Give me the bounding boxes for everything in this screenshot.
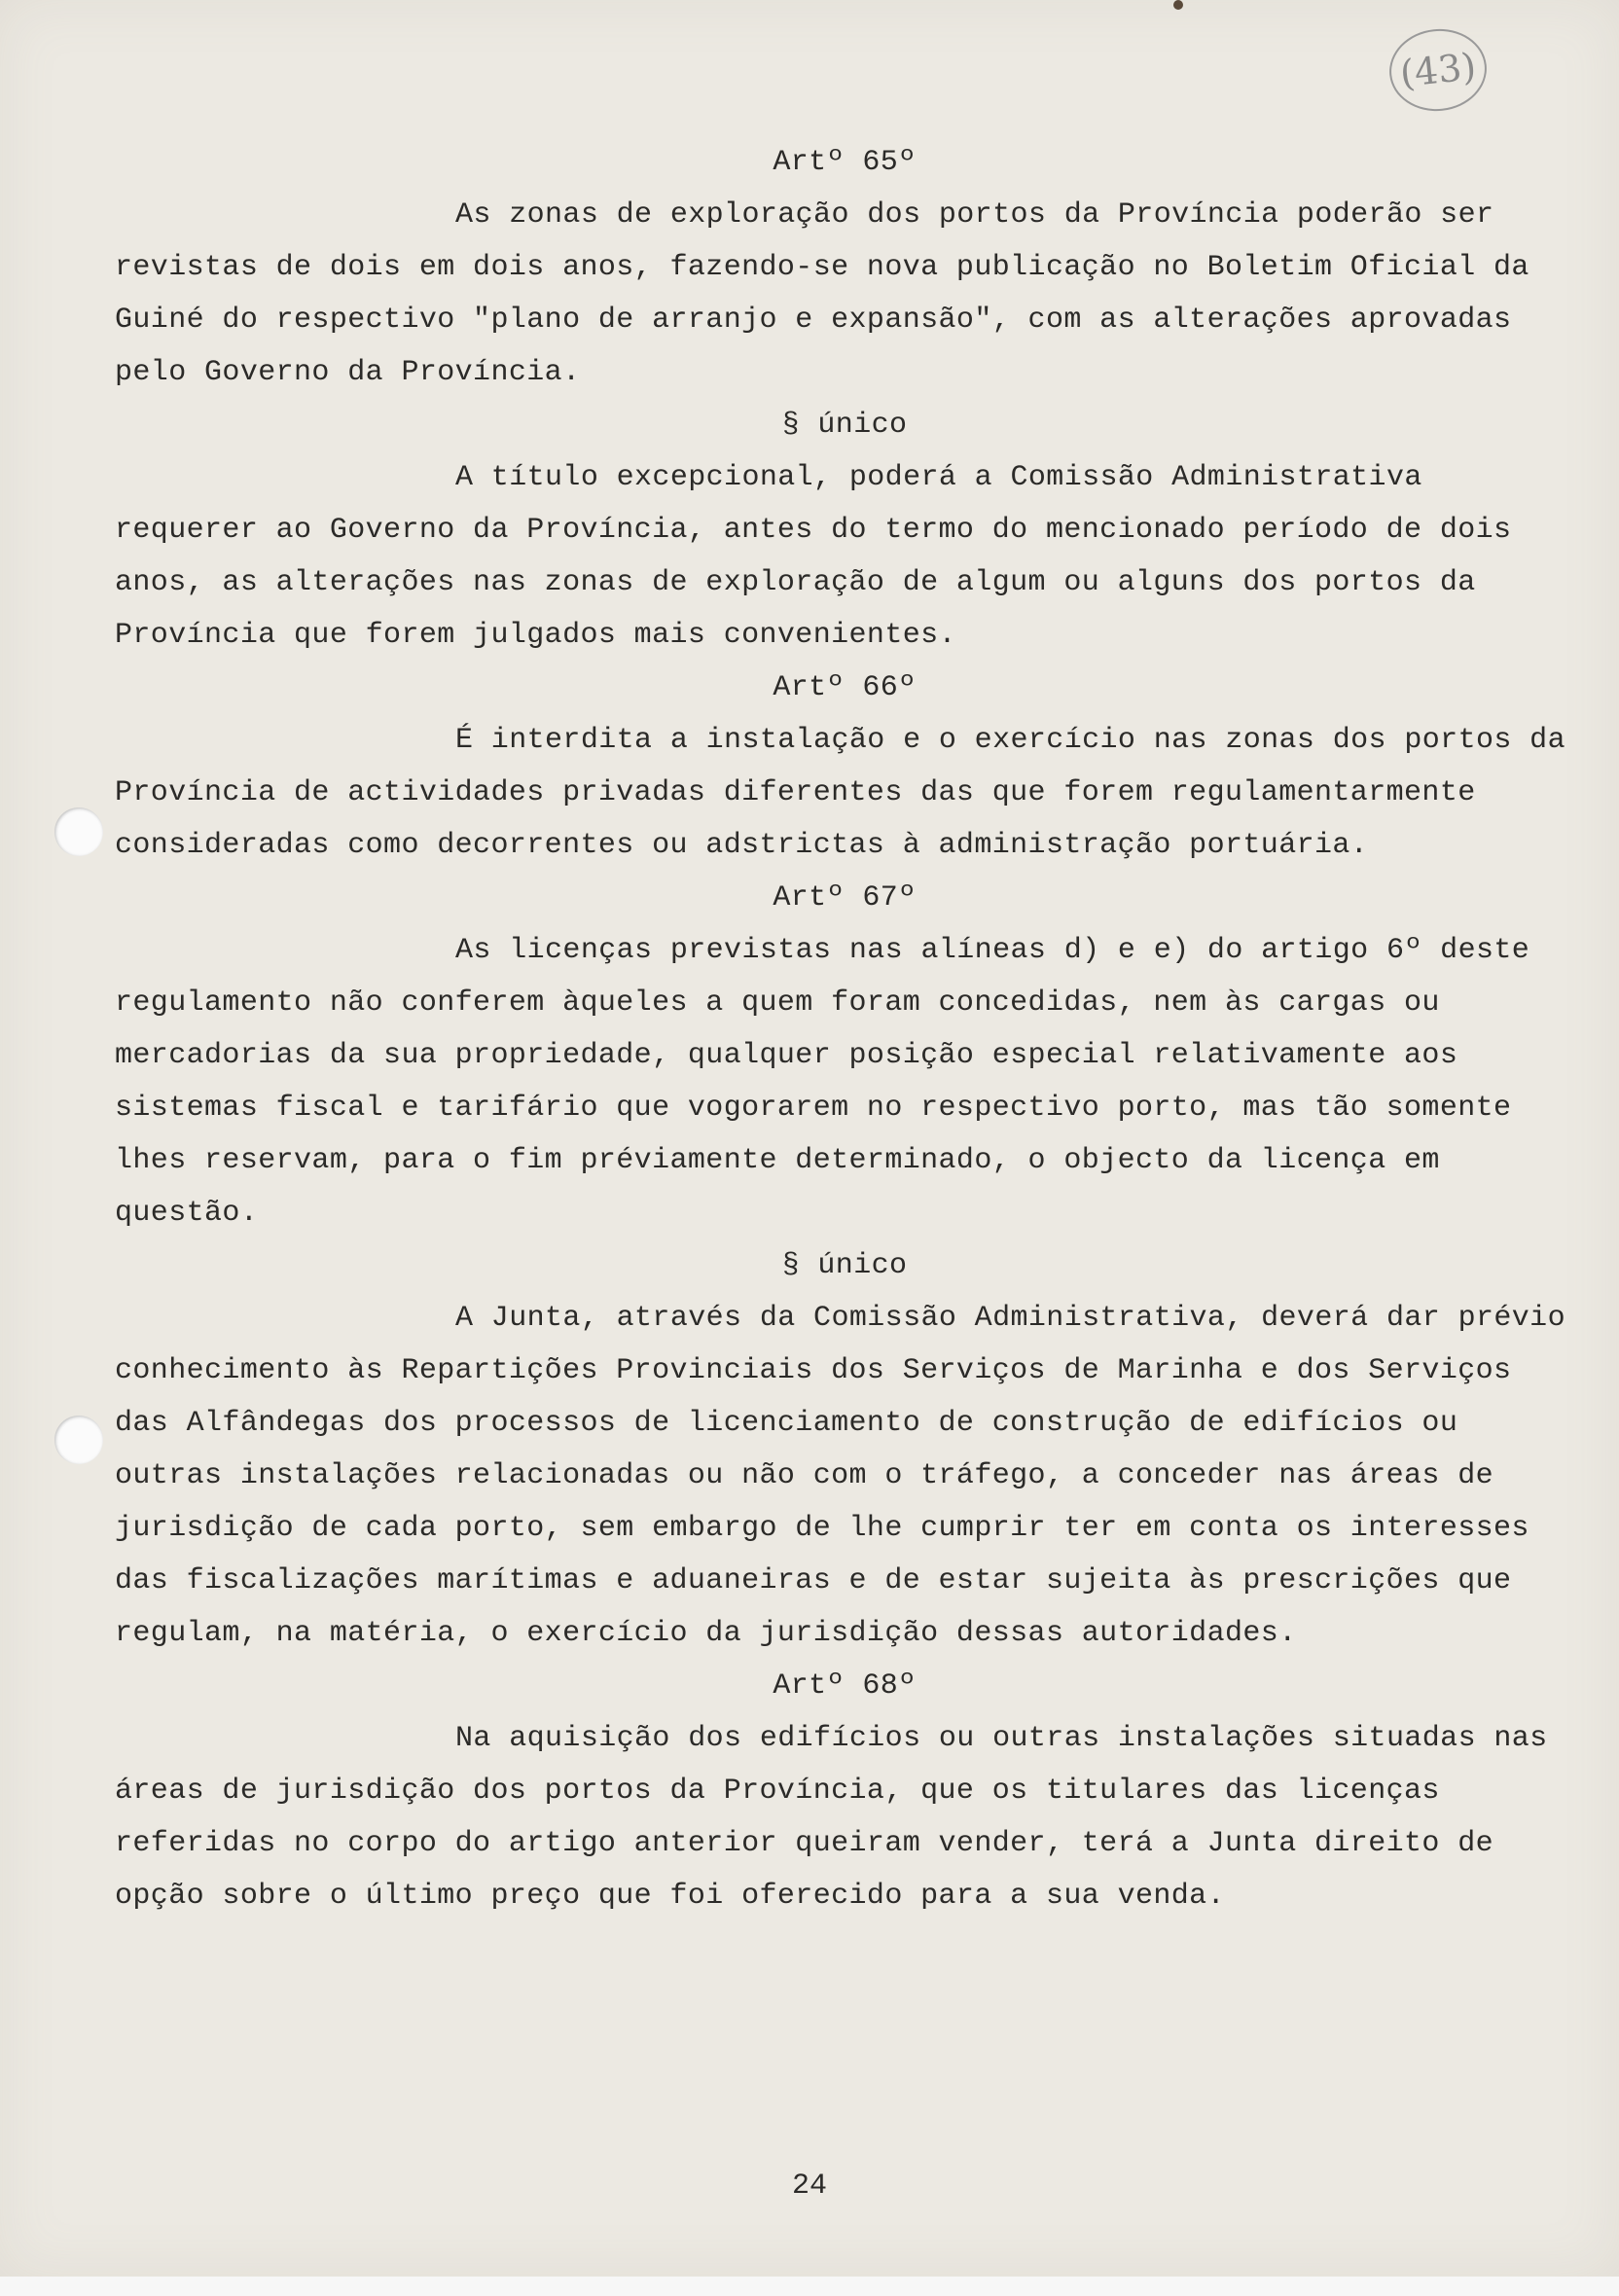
document-body — [115, 136, 1574, 1922]
article-paragraph: As zonas de exploração dos portos da Província poderão ser revistas de dois em dois anos, fazendo-se nova publicação no Boletim Oficial da Guiné do respectivo "plano de arranjo e expansão", com as alterações aprovadas pelo Governo da Província. — [115, 198, 1529, 389]
scan-margin — [0, 2277, 1619, 2296]
article-heading: Artº 68º — [773, 1669, 917, 1703]
archive-number-stamp: (43) — [1385, 24, 1491, 116]
article-paragraph: As licenças previstas nas alíneas d) e e) do artigo 6º deste regulamento não conferem àqueles a quem foram concedidas, nem às cargas ou mercadorias da sua propriedade, qualquer posição especial relativamente aos sistemas fiscal e tarifário que vogorarem no respectivo porto, mas tão somente lhes reservam, para o fim préviamente determinado, o objecto da licença em questão. — [115, 934, 1530, 1230]
sole-paragraph-text: A título excepcional, poderá a Comissão Administrativa requerer ao Governo da Província, antes do termo do mencionado período de dois anos, as alterações nas zonas de exploração de algum ou alguns dos portos da Província que forem julgados mais convenientes. — [115, 461, 1512, 652]
article-paragraph: É interdita a instalação e o exercício nas zonas dos portos da Província de actividades privadas diferentes das que forem regulamentarmente consideradas como decorrentes ou adstrictas à administração portuária. — [115, 724, 1565, 862]
page-number: 24 — [791, 2170, 827, 2203]
punch-hole-bottom — [54, 1416, 103, 1464]
article-paragraph: Na aquisição dos edifícios ou outras instalações situadas nas áreas de jurisdição dos portos da Província, que os titulares das licenças referidas no corpo do artigo anterior queiram vender, terá a Junta direito de opção sobre o último preço que foi oferecido para a sua venda. — [115, 1722, 1548, 1913]
article-heading: Artº 67º — [773, 881, 917, 915]
article-heading: Artº 66º — [773, 671, 917, 704]
ink-speck — [1173, 0, 1183, 10]
article-heading: Artº 65º — [773, 146, 917, 179]
punch-hole-top — [54, 807, 103, 856]
sole-paragraph-heading: § único — [781, 409, 908, 442]
sole-paragraph-text: A Junta, através da Comissão Administrativa, deverá dar prévio conhecimento às Repartições Provinciais dos Serviços de Marinha e dos Serviços das Alfândegas dos processos de licenciamento de construção de edifícios ou outras instalações relacionadas ou não com o tráfego, a conceder nas áreas de jurisdição de cada porto, sem embargo de lhe cumprir ter em conta os interesses das fiscalizações marítimas e aduaneiras e de estar sujeita às prescrições que regulam, na matéria, o exercício da jurisdição dessas autoridades. — [115, 1302, 1565, 1650]
sole-paragraph-heading: § único — [781, 1249, 908, 1282]
